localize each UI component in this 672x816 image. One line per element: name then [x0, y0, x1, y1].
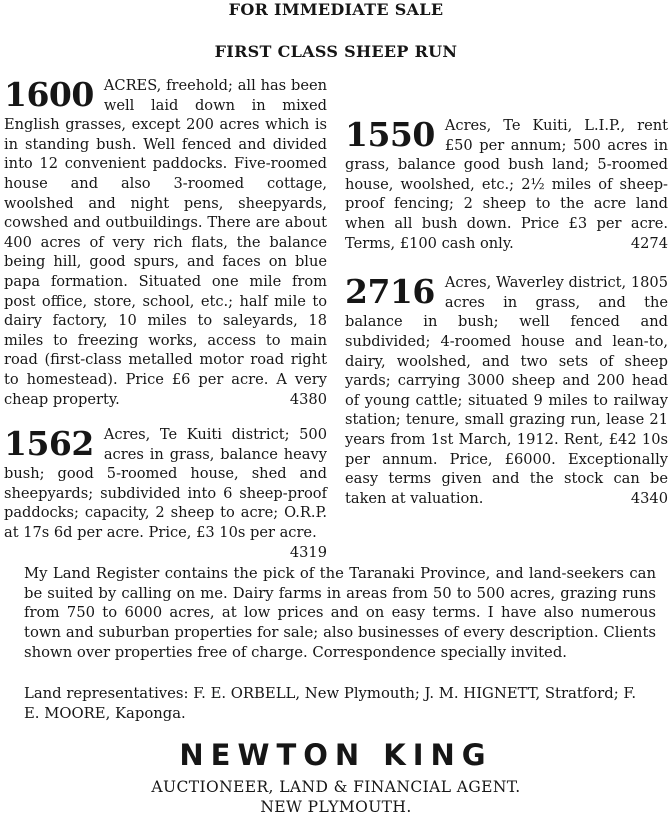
subheadline: FIRST CLASS SHEEP RUN [214, 42, 458, 61]
listing-text: ACRES, freehold; all has been well laid down in mixed English grasses, except 200 acres which is in standing bush. Well fenced and divided into 12 convenient paddocks. Five-roomed house and also 3-roomed cottage, woolshed and night pens, sheepyards, cowshed and outbuildings. There are about 400 acres of very rich flats, the balance being hill, good spurs, and faces on blue papa formation. Situated one mile from post office, store, school, etc.; half mile to dairy factory, 10 miles to saleyards, 18 miles to freezing works, access to main road (first-class metalled motor road right to homestead). Price £6 per acre. A very cheap property. [4, 77, 327, 408]
listing-1600 [4, 76, 327, 409]
listing-text: Acres, Waverley district, 1805 acres in grass, and the balance in bush; well fenced and subdivided; 4-roomed house and lean-to, dairy, woolshed, and two sets of sheep yards; carrying 3000 sheep and 200 head of young cattle; situated 9 miles to railway station; tenure, small grazing run, lease 21 years from 1st March, 1912. Rent, £42 10s per annum. Price, £6000. Exceptionally easy terms given and the stock can be taken at valuation. [345, 274, 668, 507]
listing-number: 1600 [4, 75, 94, 114]
listing-ref: 4274 [630, 234, 668, 252]
listing-text: Acres, Te Kuiti district; 500 acres in grass, balance heavy bush; good 5-roomed house, shed and sheepyards; subdivided into 6 sheep-proof paddocks; capacity, 2 sheep to acre; O.R.P. at 17s 6d per acre. Price, £3 10s per acre. [4, 426, 327, 542]
representatives-text: Land representatives: F. E. ORBELL, New Plymouth; J. M. HIGNETT, Stratford; F. E. MOORE, Kaponga. [24, 685, 637, 722]
agent-name: NEWTON KING [179, 738, 493, 772]
land-register-paragraph [6, 564, 656, 663]
headline: FOR IMMEDIATE SALE [228, 0, 444, 19]
register-text: My Land Register contains the pick of the Taranaki Province, and land-seekers can be suited by calling on me. Dairy farms in areas from 50 to 500 acres, grazing runs from 750 to 6000 acres, at low prices and on easy terms. I have also numerous town and suburban properties for sale; also businesses of every description. Clients shown over properties free of charge. Correspondence specially invited. [24, 565, 656, 661]
listing-number: 1562 [4, 424, 94, 464]
listing-text: Acres, Te Kuiti, L.I.P., rent £50 per annum; 500 acres in grass, balance good bush land; 5-roomed house, woolshed, etc.; 2½ miles of sheep-proof fencing; 2 sheep to the acre land when all bush down. Price £3 per acre. Terms, £100 cash only. [345, 117, 668, 252]
listing-1562 [4, 425, 327, 562]
listing-1550 [345, 116, 668, 253]
listing-number: 1550 [345, 115, 435, 154]
left-column [4, 76, 327, 562]
agent-title: AUCTIONEER, LAND & FINANCIAL AGENT. [151, 778, 521, 796]
agent-location: NEW PLYMOUTH. [260, 798, 412, 816]
right-column [345, 116, 668, 508]
listing-2716 [345, 273, 668, 508]
listing-ref: 4319 [289, 543, 327, 561]
listing-ref: 4340 [630, 489, 668, 507]
representatives [6, 684, 656, 723]
listing-ref: 4380 [289, 390, 327, 408]
listing-number: 2716 [345, 272, 435, 312]
